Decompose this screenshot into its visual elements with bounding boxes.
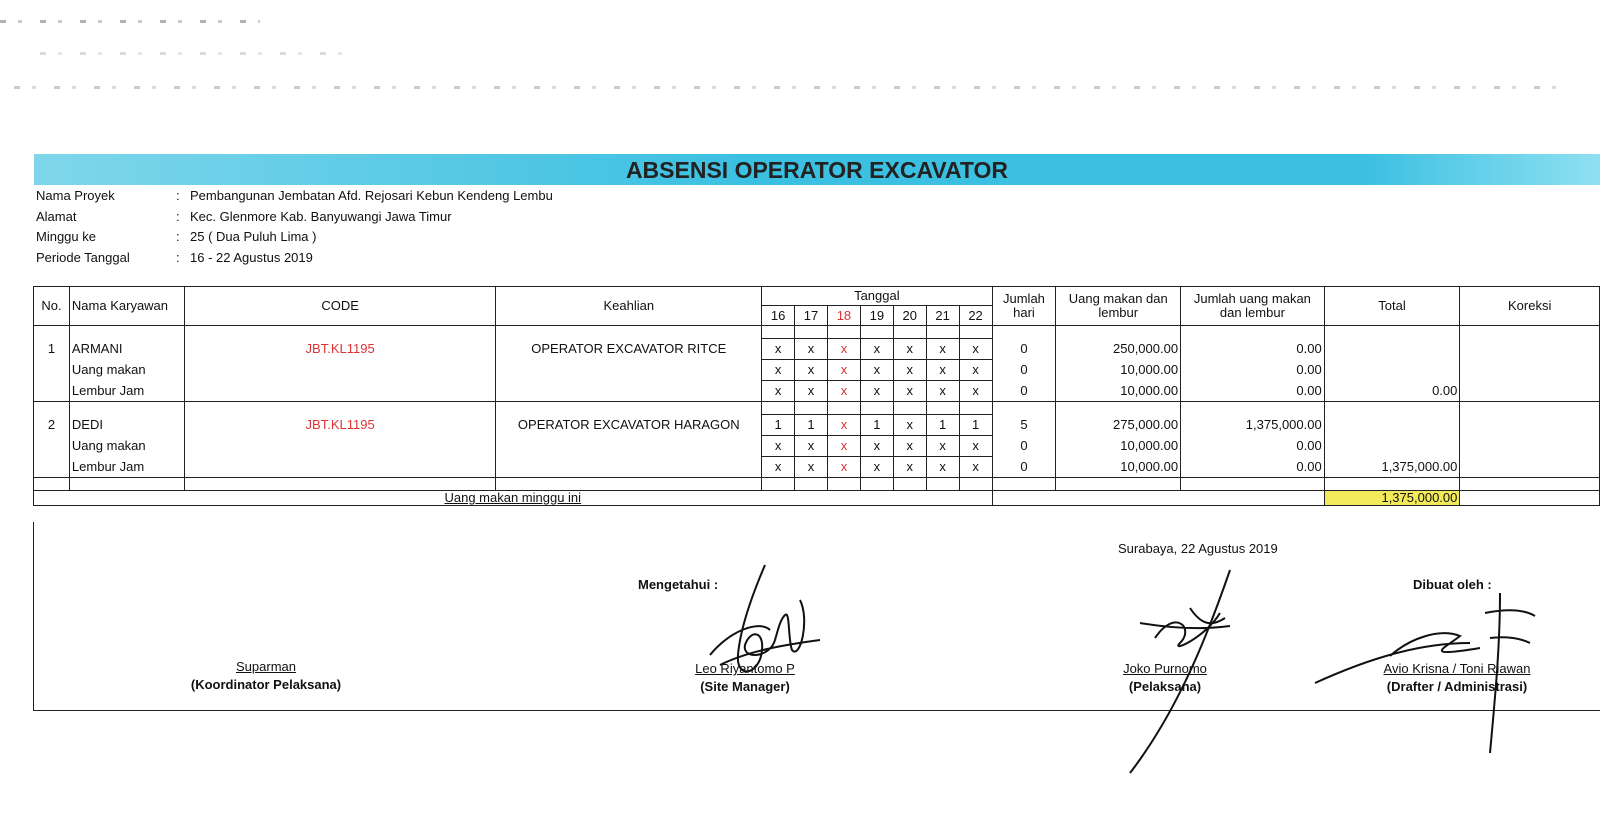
days-count: 0 bbox=[992, 436, 1056, 457]
header-total: Total bbox=[1324, 287, 1460, 326]
spacer-cell bbox=[69, 478, 184, 491]
total-value: 0.00 bbox=[1324, 381, 1460, 402]
info-row bbox=[36, 248, 553, 269]
date-header: 16 bbox=[762, 306, 795, 326]
total-value: 1,375,000.00 bbox=[1324, 457, 1460, 478]
total-value bbox=[1324, 436, 1460, 457]
header-uang-makan: Uang makan dan lembur bbox=[1056, 287, 1181, 326]
info-row bbox=[36, 227, 553, 248]
spacer-cell bbox=[762, 326, 795, 339]
table-row bbox=[34, 415, 1600, 436]
spacer-cell bbox=[496, 478, 762, 491]
employee-skill: OPERATOR EXCAVATOR RITCE bbox=[496, 339, 762, 360]
rate-value: 10,000.00 bbox=[1056, 436, 1181, 457]
spacer-row bbox=[34, 326, 1600, 339]
summary-empty bbox=[992, 491, 1056, 506]
spacer-cell bbox=[69, 326, 184, 339]
spacer-cell bbox=[827, 402, 860, 415]
attendance-mark: 1 bbox=[762, 415, 795, 436]
attendance-mark: x bbox=[926, 360, 959, 381]
attendance-mark: x bbox=[827, 415, 860, 436]
spacer-cell bbox=[496, 326, 762, 339]
attendance-mark: 1 bbox=[860, 415, 893, 436]
signature-pelaksana bbox=[1120, 568, 1250, 778]
attendance-mark: x bbox=[893, 360, 926, 381]
signatory-role: (Drafter / Administrasi) bbox=[1386, 679, 1528, 694]
spacer-cell bbox=[893, 402, 926, 415]
table-row bbox=[34, 339, 1600, 360]
row-label: Uang makan bbox=[69, 436, 184, 457]
row-label: Lembur Jam bbox=[69, 381, 184, 402]
summary-empty bbox=[1056, 491, 1181, 506]
row-no bbox=[34, 436, 70, 457]
attendance-mark: x bbox=[959, 457, 992, 478]
spacer-cell bbox=[860, 478, 893, 491]
attendance-mark: x bbox=[959, 360, 992, 381]
attendance-mark: x bbox=[860, 381, 893, 402]
row-no: 2 bbox=[34, 415, 70, 436]
attendance-mark: 1 bbox=[926, 415, 959, 436]
info-value: 25 ( Dua Puluh Lima ) bbox=[190, 229, 317, 244]
attendance-mark: x bbox=[827, 360, 860, 381]
spacer-cell bbox=[1056, 478, 1181, 491]
spacer-cell bbox=[959, 326, 992, 339]
attendance-mark: x bbox=[893, 339, 926, 360]
rate-value: 10,000.00 bbox=[1056, 381, 1181, 402]
signature-site-manager bbox=[690, 560, 830, 700]
spacer-cell bbox=[1324, 402, 1460, 415]
header-nama: Nama Karyawan bbox=[69, 287, 184, 326]
spacer-cell bbox=[762, 478, 795, 491]
row-no bbox=[34, 360, 70, 381]
signature-drafter bbox=[1310, 588, 1560, 758]
spacer-cell bbox=[69, 402, 184, 415]
dibuat-oleh-label: Dibuat oleh : bbox=[1413, 577, 1492, 592]
employee-code bbox=[184, 381, 496, 402]
attendance-mark: x bbox=[926, 339, 959, 360]
rate-value: 250,000.00 bbox=[1056, 339, 1181, 360]
header-code: CODE bbox=[184, 287, 496, 326]
spacer-cell bbox=[959, 402, 992, 415]
info-value: Pembangunan Jembatan Afd. Rejosari Kebun Kendeng Lembu bbox=[190, 188, 553, 203]
attendance-mark: x bbox=[795, 360, 828, 381]
table-row bbox=[34, 457, 1600, 478]
spacer-cell bbox=[959, 478, 992, 491]
amount-value: 0.00 bbox=[1181, 381, 1325, 402]
signatory-role: (Koordinator Pelaksana) bbox=[190, 677, 342, 692]
employee-code bbox=[184, 436, 496, 457]
employee-code: JBT.KL1195 bbox=[184, 339, 496, 360]
document-title: ABSENSI OPERATOR EXCAVATOR bbox=[625, 157, 1009, 183]
spacer-cell bbox=[926, 402, 959, 415]
table-row bbox=[34, 360, 1600, 381]
header-jumlah-hari: Jumlah hari bbox=[992, 287, 1056, 326]
attendance-mark: x bbox=[926, 457, 959, 478]
attendance-mark: x bbox=[795, 436, 828, 457]
project-info bbox=[36, 186, 553, 268]
row-label: Uang makan bbox=[69, 360, 184, 381]
row-label: ARMANI bbox=[69, 339, 184, 360]
header-jumlah-uang: Jumlah uang makan dan lembur bbox=[1181, 287, 1325, 326]
spacer-cell bbox=[992, 478, 1056, 491]
rate-value: 10,000.00 bbox=[1056, 457, 1181, 478]
attendance-mark: x bbox=[860, 339, 893, 360]
attendance-mark: x bbox=[762, 381, 795, 402]
signatory-name: Joko Purnomo bbox=[1123, 661, 1207, 676]
date-header: 17 bbox=[795, 306, 828, 326]
rate-value: 275,000.00 bbox=[1056, 415, 1181, 436]
place-date: Surabaya, 22 Agustus 2019 bbox=[1118, 541, 1278, 556]
employee-code bbox=[184, 360, 496, 381]
days-count: 5 bbox=[992, 415, 1056, 436]
signatory-role: (Site Manager) bbox=[700, 679, 790, 694]
employee-skill: OPERATOR EXCAVATOR HARAGON bbox=[496, 415, 762, 436]
koreksi-cell bbox=[1460, 381, 1600, 402]
signatory-role: (Pelaksana) bbox=[1128, 679, 1202, 694]
days-count: 0 bbox=[992, 381, 1056, 402]
spacer-cell bbox=[860, 326, 893, 339]
spacer-cell bbox=[34, 478, 70, 491]
info-colon: : bbox=[176, 249, 180, 265]
employee-skill bbox=[496, 457, 762, 478]
spacer-cell bbox=[34, 402, 70, 415]
info-colon: : bbox=[176, 208, 180, 224]
info-label: Periode Tanggal bbox=[36, 249, 130, 265]
title-band bbox=[34, 154, 1600, 185]
info-row bbox=[36, 207, 553, 228]
attendance-mark: x bbox=[893, 436, 926, 457]
scan-noise-line bbox=[14, 86, 1574, 89]
info-label: Alamat bbox=[36, 208, 77, 224]
koreksi-cell bbox=[1460, 360, 1600, 381]
attendance-mark: x bbox=[893, 381, 926, 402]
info-label: Nama Proyek bbox=[36, 188, 115, 203]
attendance-mark: x bbox=[860, 360, 893, 381]
info-value: Kec. Glenmore Kab. Banyuwangi Jawa Timur bbox=[190, 208, 452, 224]
header-tanggal: Tanggal bbox=[762, 287, 992, 306]
attendance-mark: x bbox=[795, 339, 828, 360]
employee-code bbox=[184, 457, 496, 478]
attendance-mark: x bbox=[926, 381, 959, 402]
spacer-cell bbox=[184, 326, 496, 339]
spacer-cell bbox=[34, 326, 70, 339]
spacer-cell bbox=[184, 478, 496, 491]
spacer-row bbox=[34, 478, 1600, 491]
employee-skill bbox=[496, 436, 762, 457]
info-row bbox=[36, 186, 553, 207]
spacer-cell bbox=[795, 326, 828, 339]
attendance-mark: x bbox=[860, 436, 893, 457]
header-keahlian: Keahlian bbox=[496, 287, 762, 326]
spacer-cell bbox=[184, 402, 496, 415]
days-count: 0 bbox=[992, 457, 1056, 478]
mengetahui-label: Mengetahui : bbox=[638, 577, 719, 592]
attendance-mark: x bbox=[860, 457, 893, 478]
amount-value: 1,375,000.00 bbox=[1181, 415, 1325, 436]
rate-value: 10,000.00 bbox=[1056, 360, 1181, 381]
date-header: 18 bbox=[827, 306, 860, 326]
attendance-mark: x bbox=[762, 339, 795, 360]
spacer-cell bbox=[992, 326, 1056, 339]
summary-empty bbox=[1181, 491, 1325, 506]
koreksi-cell bbox=[1460, 457, 1600, 478]
attendance-mark: x bbox=[795, 457, 828, 478]
attendance-mark: 1 bbox=[959, 415, 992, 436]
days-count: 0 bbox=[992, 339, 1056, 360]
summary-total: 1,375,000.00 bbox=[1324, 491, 1460, 506]
info-colon: : bbox=[176, 188, 180, 203]
date-header: 21 bbox=[926, 306, 959, 326]
summary-label: Uang makan minggu ini bbox=[34, 491, 993, 506]
signatory-name: Avio Krisna / Toni Riawan bbox=[1383, 661, 1531, 676]
attendance-mark: x bbox=[893, 457, 926, 478]
row-no: 1 bbox=[34, 339, 70, 360]
spacer-cell bbox=[893, 478, 926, 491]
amount-value: 0.00 bbox=[1181, 360, 1325, 381]
attendance-mark: x bbox=[959, 436, 992, 457]
header-no: No. bbox=[34, 287, 70, 326]
total-value bbox=[1324, 360, 1460, 381]
table-row bbox=[34, 381, 1600, 402]
attendance-mark: x bbox=[893, 415, 926, 436]
row-label: Lembur Jam bbox=[69, 457, 184, 478]
summary-row bbox=[34, 491, 1600, 506]
spacer-row bbox=[34, 402, 1600, 415]
row-label: DEDI bbox=[69, 415, 184, 436]
spacer-cell bbox=[1460, 478, 1600, 491]
info-label: Minggu ke bbox=[36, 229, 96, 244]
attendance-mark: 1 bbox=[795, 415, 828, 436]
spacer-cell bbox=[1460, 326, 1600, 339]
row-no bbox=[34, 381, 70, 402]
koreksi-cell bbox=[1460, 415, 1600, 436]
spacer-cell bbox=[827, 478, 860, 491]
attendance-mark: x bbox=[762, 360, 795, 381]
info-colon: : bbox=[176, 229, 180, 244]
spacer-cell bbox=[827, 326, 860, 339]
row-no bbox=[34, 457, 70, 478]
attendance-mark: x bbox=[827, 339, 860, 360]
date-header: 19 bbox=[860, 306, 893, 326]
attendance-mark: x bbox=[795, 381, 828, 402]
spacer-cell bbox=[926, 326, 959, 339]
employee-skill bbox=[496, 381, 762, 402]
scan-noise-line bbox=[0, 20, 260, 23]
total-value bbox=[1324, 415, 1460, 436]
employee-code: JBT.KL1195 bbox=[184, 415, 496, 436]
attendance-mark: x bbox=[959, 339, 992, 360]
attendance-table bbox=[33, 286, 1600, 506]
spacer-cell bbox=[1324, 326, 1460, 339]
spacer-cell bbox=[762, 402, 795, 415]
table-row bbox=[34, 436, 1600, 457]
spacer-cell bbox=[795, 402, 828, 415]
info-value: 16 - 22 Agustus 2019 bbox=[190, 249, 313, 265]
attendance-mark: x bbox=[827, 457, 860, 478]
spacer-cell bbox=[1056, 326, 1181, 339]
attendance-mark: x bbox=[762, 436, 795, 457]
attendance-mark: x bbox=[827, 436, 860, 457]
spacer-cell bbox=[1181, 402, 1325, 415]
date-header: 22 bbox=[959, 306, 992, 326]
amount-value: 0.00 bbox=[1181, 457, 1325, 478]
koreksi-cell bbox=[1460, 436, 1600, 457]
total-value bbox=[1324, 339, 1460, 360]
spacer-cell bbox=[1181, 478, 1325, 491]
spacer-cell bbox=[926, 478, 959, 491]
signatory-name: Leo Riyantomo P bbox=[695, 661, 795, 676]
header-koreksi: Koreksi bbox=[1460, 287, 1600, 326]
spacer-cell bbox=[1460, 402, 1600, 415]
spacer-cell bbox=[992, 402, 1056, 415]
attendance-mark: x bbox=[762, 457, 795, 478]
attendance-mark: x bbox=[827, 381, 860, 402]
spacer-cell bbox=[795, 478, 828, 491]
spacer-cell bbox=[1324, 478, 1460, 491]
attendance-mark: x bbox=[959, 381, 992, 402]
employee-skill bbox=[496, 360, 762, 381]
amount-value: 0.00 bbox=[1181, 436, 1325, 457]
days-count: 0 bbox=[992, 360, 1056, 381]
spacer-cell bbox=[1181, 326, 1325, 339]
koreksi-cell bbox=[1460, 339, 1600, 360]
signatory-name: Suparman bbox=[236, 659, 296, 674]
summary-koreksi bbox=[1460, 491, 1600, 506]
amount-value: 0.00 bbox=[1181, 339, 1325, 360]
spacer-cell bbox=[496, 402, 762, 415]
date-header: 20 bbox=[893, 306, 926, 326]
spacer-cell bbox=[893, 326, 926, 339]
attendance-mark: x bbox=[926, 436, 959, 457]
spacer-cell bbox=[1056, 402, 1181, 415]
scan-noise-line bbox=[40, 52, 360, 55]
spacer-cell bbox=[860, 402, 893, 415]
